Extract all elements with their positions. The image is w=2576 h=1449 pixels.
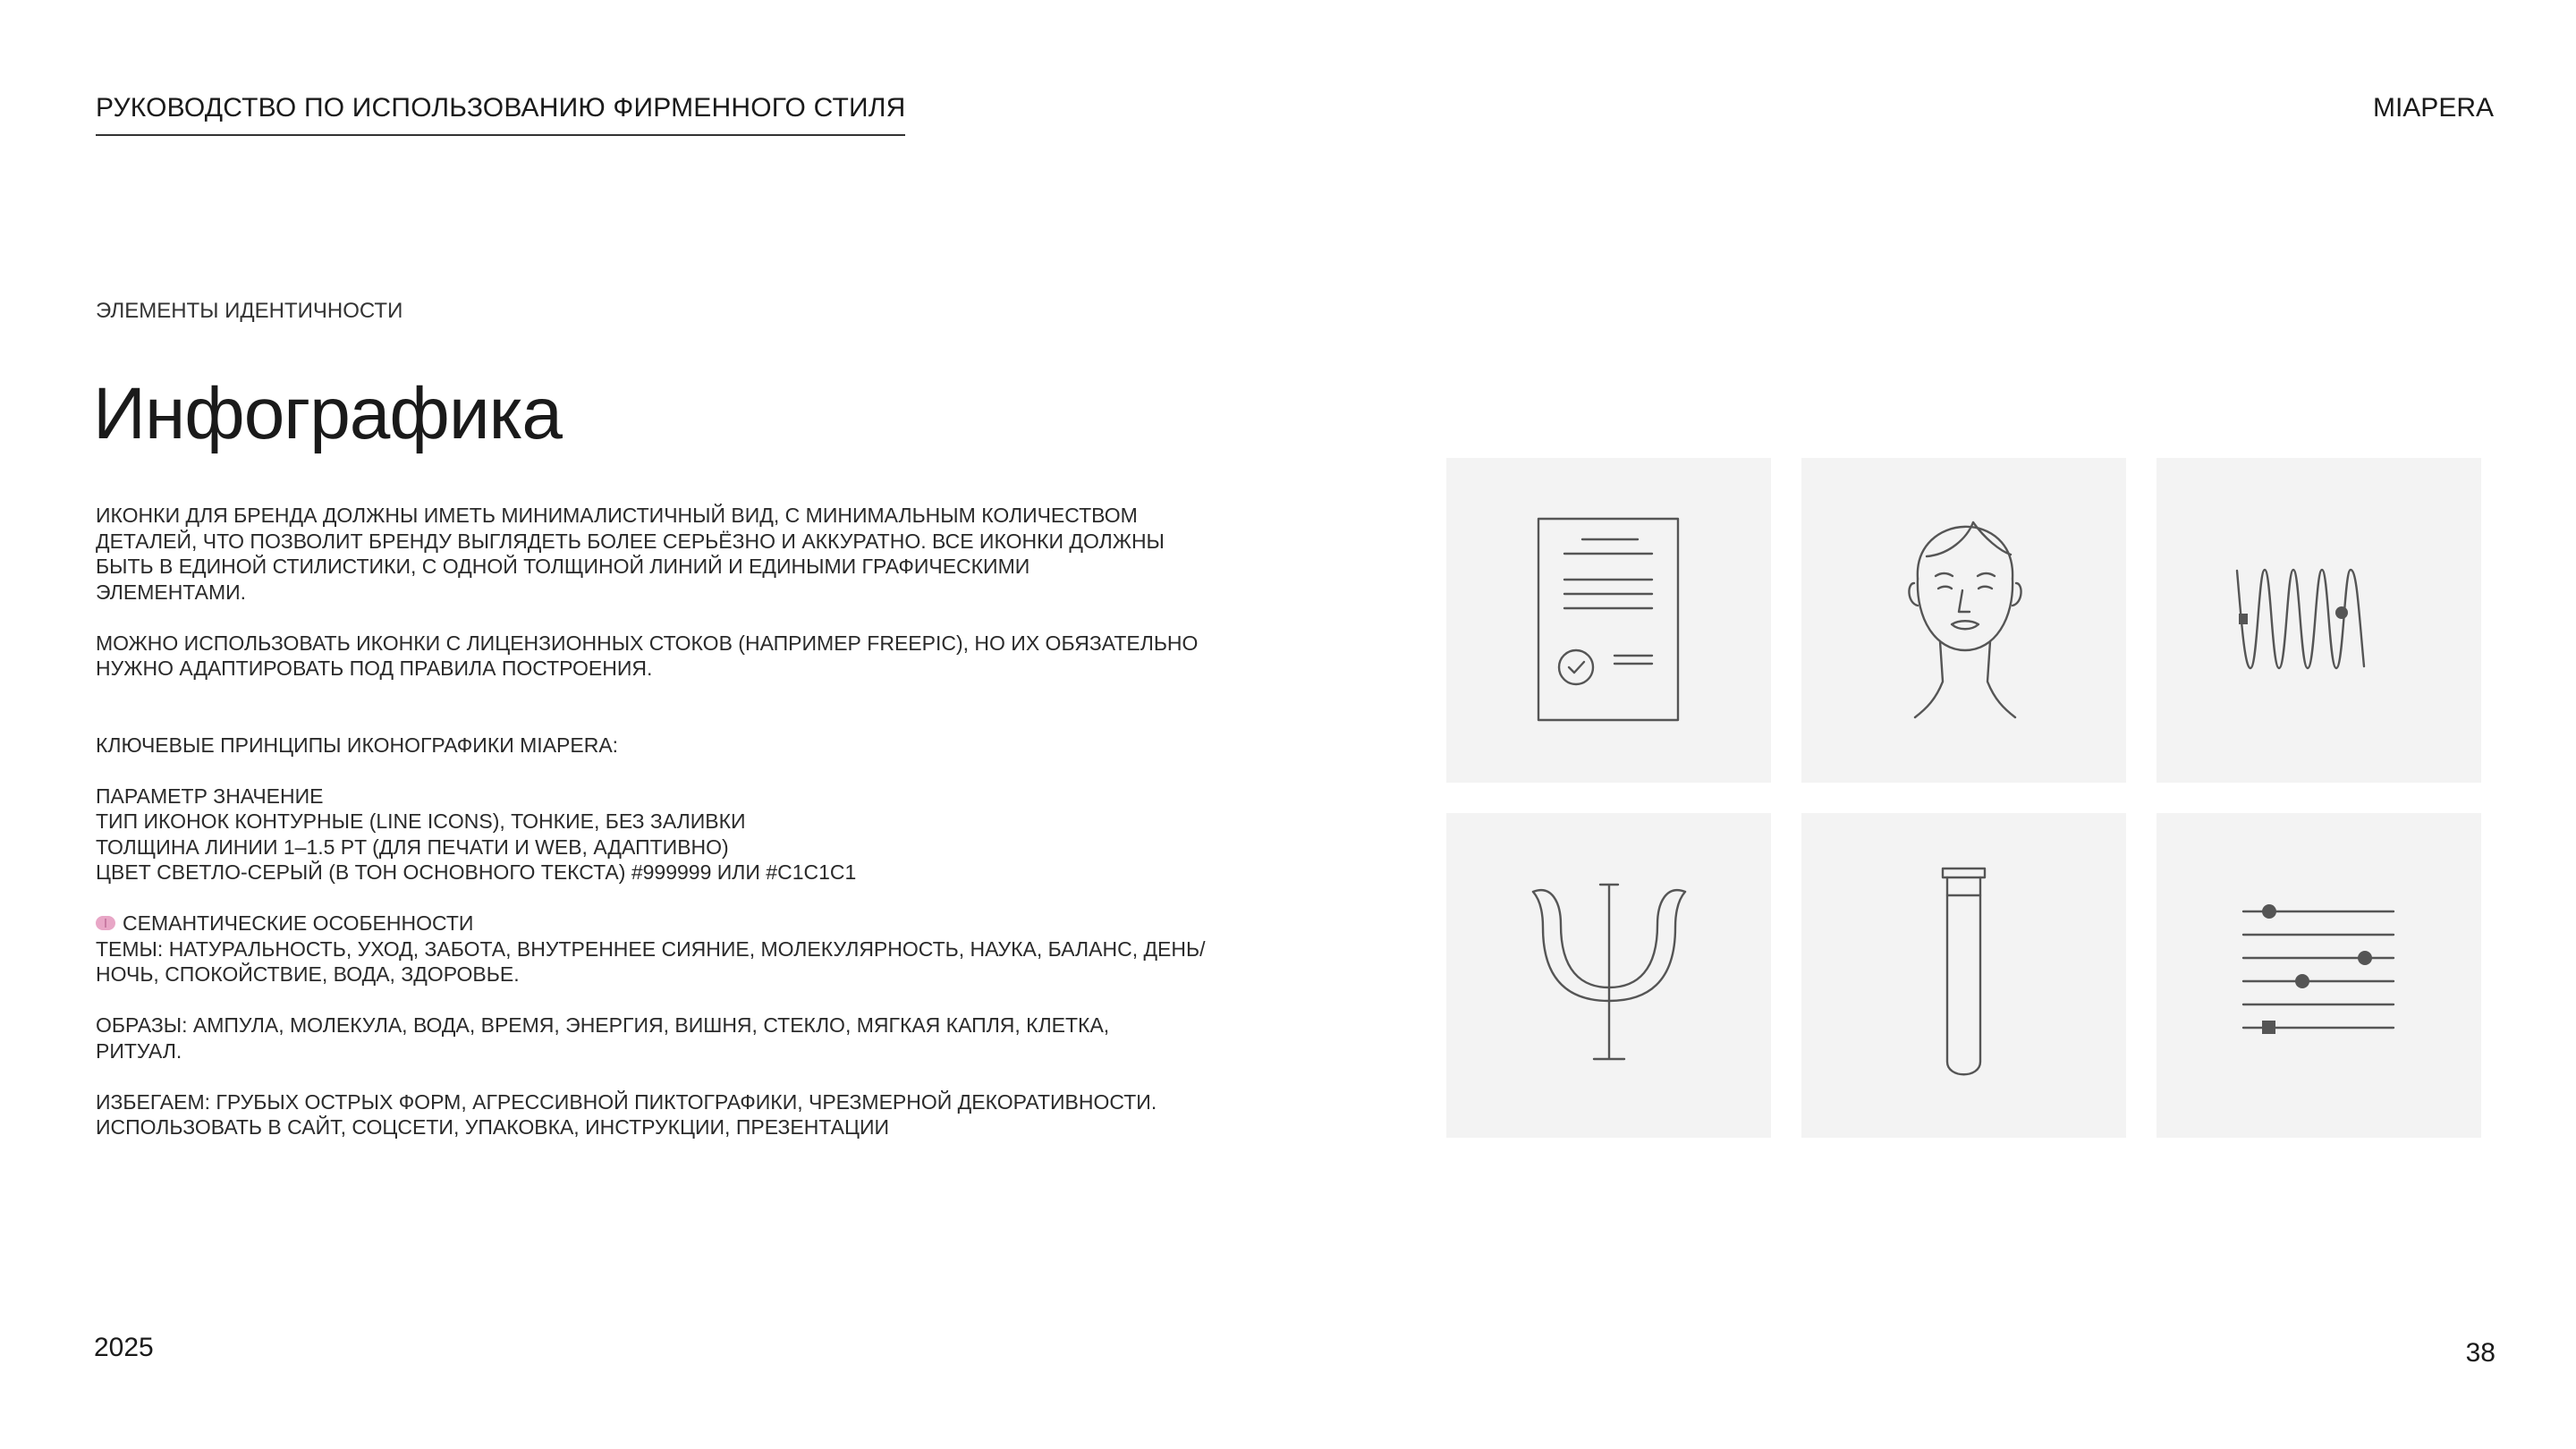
icon-tile <box>1801 813 2126 1138</box>
document-title: РУКОВОДСТВО ПО ИСПОЛЬЗОВАНИЮ ФИРМЕННОГО СТИЛЯ <box>96 93 905 136</box>
psi-symbol-icon <box>1446 813 1771 1138</box>
param-line: ТИП ИКОНОК КОНТУРНЫЕ (LINE ICONS), ТОНКИЕ, БЕЗ ЗАЛИВКИ <box>96 809 746 833</box>
principles-heading: КЛЮЧЕВЫЕ ПРИНЦИПЫ ИКОНОГРАФИКИ MIAPERA: <box>96 733 619 757</box>
intro-paragraph: ИКОНКИ ДЛЯ БРЕНДА ДОЛЖНЫ ИМЕТЬ МИНИМАЛИСТИЧНЫЙ ВИД, С МИНИМАЛЬНЫМ КОЛИЧЕСТВОМ ДЕТАЛЕЙ, ЧТО ПОЗВОЛИТ БРЕНДУ ВЫГЛЯДЕТЬ БОЛЕЕ СЕРЬЁЗНО И АККУРАТНО. ВСЕ ИКОНКИ ДОЛЖНЫ БЫТЬ В ЕДИНОЙ СТИЛИСТИКИ, С ОДНОЙ ТОЛЩИНОЙ ЛИНИЙ И ЕДИНЫМИ ГРАФИЧЕСКИМИ ЭЛЕМЕНТАМИ. <box>96 504 1165 604</box>
body-text <box>96 503 1276 1140</box>
param-line: ТОЛЩИНА ЛИНИИ 1–1.5 PT (ДЛЯ ПЕЧАТИ И WEB, АДАПТИВНО) <box>96 835 729 859</box>
icon-tile <box>1801 458 2126 783</box>
brain-icon <box>96 916 115 930</box>
icon-tile <box>2157 458 2481 783</box>
avoid-paragraph: ИЗБЕГАЕМ: ГРУБЫХ ОСТРЫХ ФОРМ, АГРЕССИВНОЙ ПИКТОГРАФИКИ, ЧРЕЗМЕРНОЙ ДЕКОРАТИВНОСТИ. <box>96 1089 1157 1114</box>
param-line: ПАРАМЕТР ЗНАЧЕНИЕ <box>96 784 324 808</box>
certificate-document-icon <box>1446 458 1771 783</box>
icon-tile <box>2157 813 2481 1138</box>
test-tube-icon <box>1801 813 2126 1138</box>
stocks-paragraph: МОЖНО ИСПОЛЬЗОВАТЬ ИКОНКИ С ЛИЦЕНЗИОННЫХ СТОКОВ (НАПРИМЕР FREEPIC), НО ИХ ОБЯЗАТЕЛЬНО НУЖНО АДАПТИРОВАТЬ ПОД ПРАВИЛА ПОСТРОЕНИЯ. <box>96 631 1199 680</box>
usage-paragraph: ИСПОЛЬЗОВАТЬ В САЙТ, СОЦСЕТИ, УПАКОВКА, ИНСТРУКЦИИ, ПРЕЗЕНТАЦИИ <box>96 1115 890 1139</box>
face-portrait-icon <box>1801 458 2126 783</box>
section-label: ЭЛЕМЕНТЫ ИДЕНТИЧНОСТИ <box>96 299 403 323</box>
icon-tile <box>1446 813 1771 1138</box>
semantic-heading-row <box>96 911 1276 936</box>
icon-grid <box>1446 458 2481 1138</box>
page-number: 38 <box>2465 1338 2496 1368</box>
images-paragraph: ОБРАЗЫ: АМПУЛА, МОЛЕКУЛА, ВОДА, ВРЕМЯ, ЭНЕРГИЯ, ВИШНЯ, СТЕКЛО, МЯГКАЯ КАПЛЯ, КЛЕТКА, РИТУАЛ. <box>96 1013 1110 1063</box>
footer-year: 2025 <box>94 1333 154 1362</box>
page-title: Инфографика <box>93 373 562 454</box>
brand-name: MIAPERA <box>2372 93 2494 123</box>
wave-signal-icon <box>2157 458 2481 783</box>
icon-tile <box>1446 458 1771 783</box>
semantic-heading: СЕМАНТИЧЕСКИЕ ОСОБЕННОСТИ <box>123 911 474 935</box>
themes-paragraph: ТЕМЫ: НАТУРАЛЬНОСТЬ, УХОД, ЗАБОТА, ВНУТРЕННЕЕ СИЯНИЕ, МОЛЕКУЛЯРНОСТЬ, НАУКА, БАЛАНС, ДЕНЬ/ НОЧЬ, СПОКОЙСТВИЕ, ВОДА, ЗДОРОВЬЕ. <box>96 936 1206 986</box>
param-line: ЦВЕТ СВЕТЛО-СЕРЫЙ (В ТОН ОСНОВНОГО ТЕКСТА) #999999 ИЛИ #C1C1C1 <box>96 860 857 884</box>
sliders-settings-icon <box>2157 813 2481 1138</box>
